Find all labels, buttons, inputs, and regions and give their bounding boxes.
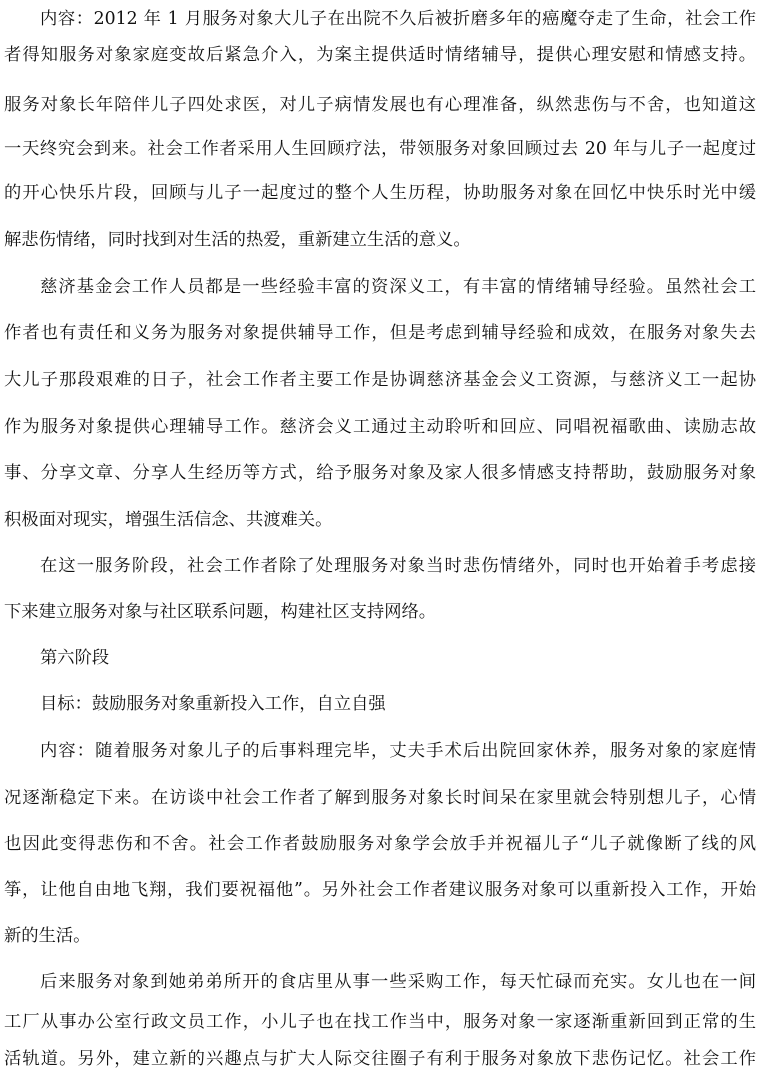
- text-line: 事、分享文章、分享人生经历等方式，给予服务对象及家人很多情感支持帮助，鼓励服务对象: [4, 463, 756, 483]
- text-line: 慈济基金会工作人员都是一些经验丰富的资深义工，有丰富的情绪辅导经验。虽然社会工: [40, 277, 756, 297]
- text-line: 者得知服务对象家庭变故后紧急介入，为案主提供适时情绪辅导，提供心理安慰和情感支持。: [4, 45, 756, 65]
- section-heading: 第六阶段: [40, 648, 110, 668]
- text-line: 一天终究会到来。社会工作者采用人生回顾疗法，带领服务对象回顾过去 20 年与儿子一起度过: [4, 139, 756, 159]
- text-line: 服务对象长年陪伴儿子四处求医，对儿子病情发展也有心理准备，纵然悲伤与不舍，也知道这: [4, 95, 756, 115]
- text-line: 作为服务对象提供心理辅导工作。慈济会义工通过主动聆听和回应、同唱祝福歌曲、读励志故: [4, 417, 756, 437]
- text-line: 解悲伤情绪，同时找到对生活的热爱，重新建立生活的意义。: [4, 230, 471, 250]
- text-line: 新的生活。: [4, 926, 91, 946]
- text-line: 也因此变得悲伤和不舍。社会工作者鼓励服务对象学会放手并祝福儿子“儿子就像断了线的风: [4, 834, 756, 854]
- text-line: 后来服务对象到她弟弟所开的食店里从事一些采购工作，每天忙碌而充实。女儿也在一间: [40, 972, 756, 992]
- goal-line: 目标：鼓励服务对象重新投入工作，自立自强: [40, 694, 386, 714]
- text-line: 活轨道。另外，建立新的兴趣点与扩大人际交往圈子有利于服务对象放下悲伤记忆。社会工作: [4, 1049, 756, 1069]
- text-line: 内容：2012 年 1 月服务对象大儿子在出院不久后被折磨多年的癌魔夺走了生命，社会工作: [40, 9, 756, 29]
- text-line: 在这一服务阶段，社会工作者除了处理服务对象当时悲伤情绪外，同时也开始着手考虑接: [40, 556, 756, 576]
- text-line: 作者也有责任和义务为服务对象提供辅导工作，但是考虑到辅导经验和成效，在服务对象失去: [4, 323, 756, 343]
- text-line: 积极面对现实，增强生活信念、共渡难关。: [4, 510, 333, 530]
- text-line: 筝，让他自由地飞翔，我们要祝福他”。另外社会工作者建议服务对象可以重新投入工作，开始: [4, 880, 756, 900]
- text-line: 的开心快乐片段，回顾与儿子一起度过的整个人生历程，协助服务对象在回忆中快乐时光中缓: [4, 183, 756, 203]
- text-line: 内容：随着服务对象儿子的后事料理完毕，丈夫手术后出院回家休养，服务对象的家庭情: [40, 741, 756, 761]
- text-line: 况逐渐稳定下来。在访谈中社会工作者了解到服务对象长时间呆在家里就会特别想儿子，心情: [4, 788, 756, 808]
- text-line: 工厂从事办公室行政文员工作，小儿子也在找工作当中，服务对象一家逐渐重新回到正常的生: [4, 1012, 756, 1032]
- text-line: 下来建立服务对象与社区联系问题，构建社区支持网络。: [4, 602, 437, 622]
- text-line: 大儿子那段艰难的日子，社会工作者主要工作是协调慈济基金会义工资源，与慈济义工一起协: [4, 370, 756, 390]
